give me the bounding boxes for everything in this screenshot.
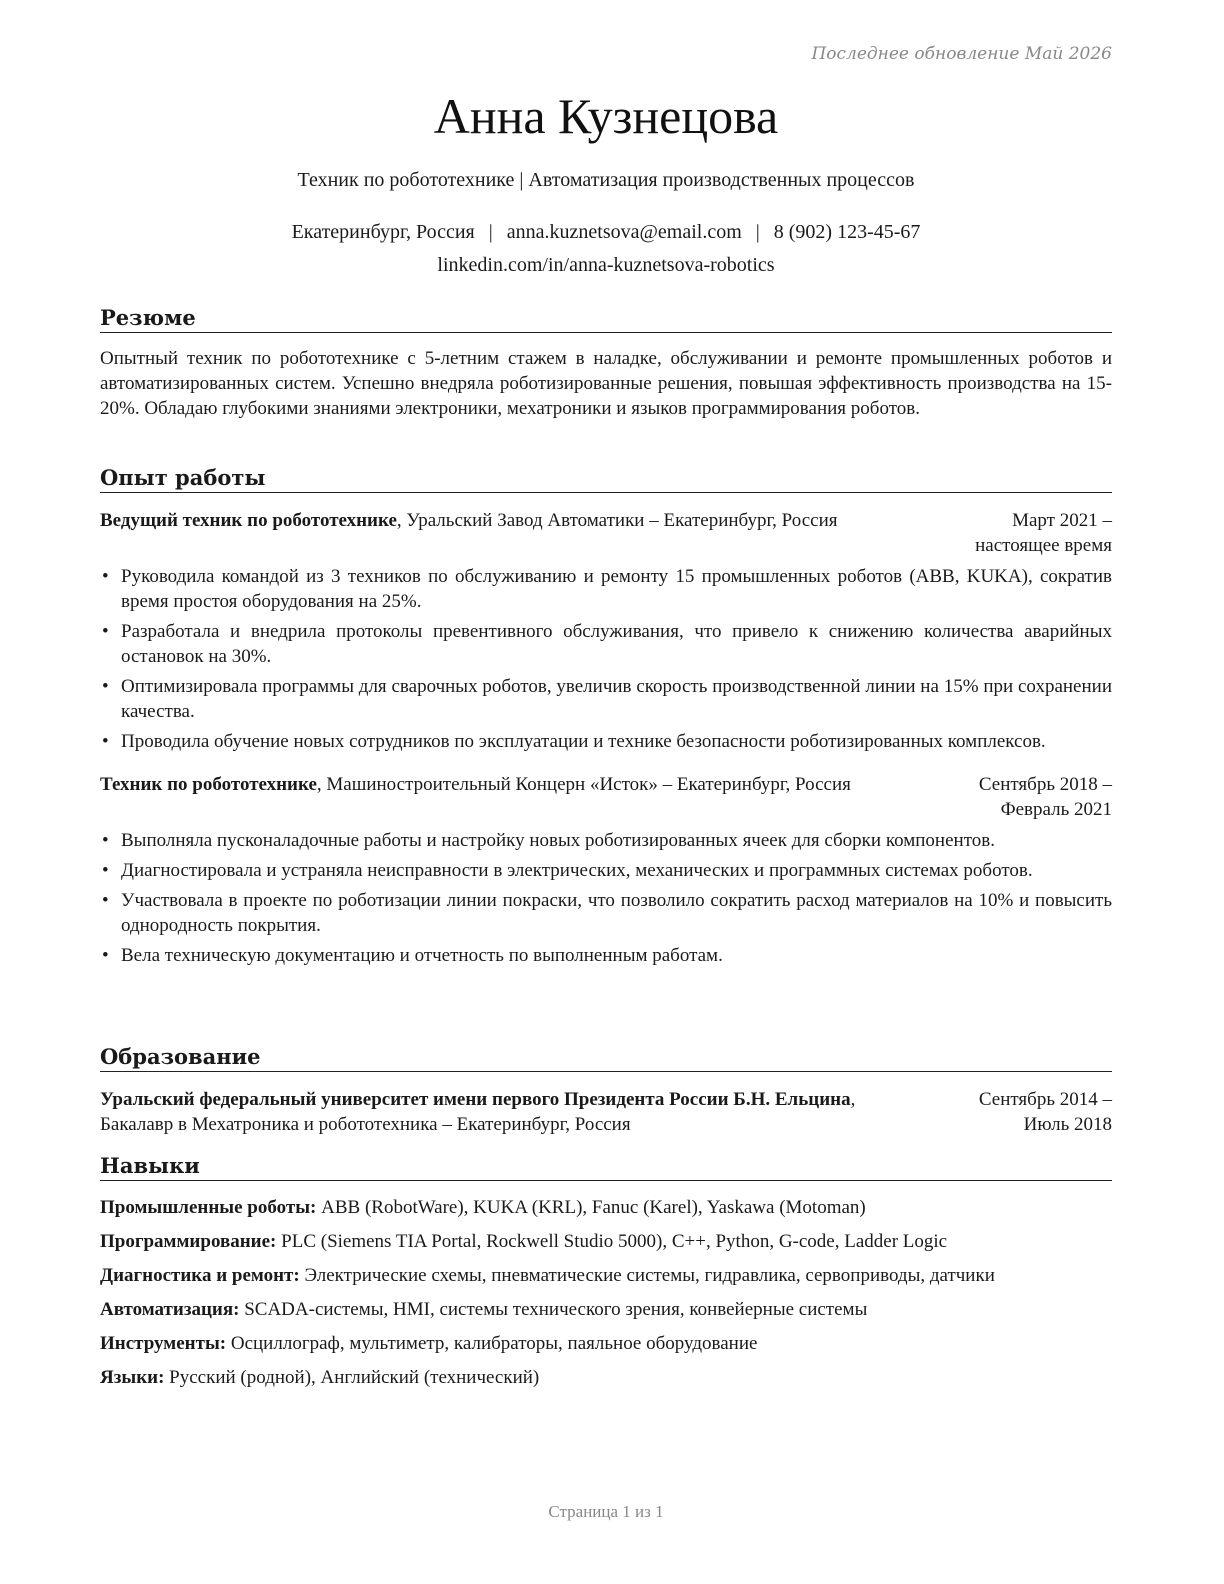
skill-value: ABB (RobotWare), KUKA (KRL), Fanuc (Karel), Yaskawa (Motoman) <box>316 1197 866 1218</box>
last-updated: Последнее обновление Май 2026 <box>811 44 1112 64</box>
job-title-line <box>100 508 900 533</box>
skill-row <box>100 1297 1112 1322</box>
bullet-item: • Выполняла пусконаладочные работы и настройку новых роботизированных ячеек для сборки компонентов. <box>100 828 1112 853</box>
skill-value: SCADA-системы, HMI, системы технического зрения, конвейерные системы <box>239 1299 868 1320</box>
skill-label: Языки: <box>100 1367 165 1388</box>
job-role: Техник по робототехнике <box>100 774 317 795</box>
bullet-item: • Проводила обучение новых сотрудников по эксплуатации и технике безопасности роботизированных комплексов. <box>100 729 1112 754</box>
skill-value: Осциллограф, мультиметр, калибраторы, паяльное оборудование <box>226 1333 758 1354</box>
email-link[interactable]: anna.kuznetsova@email.com <box>506 221 742 243</box>
bullet-item: • Вела техническую документацию и отчетность по выполненным работам. <box>100 943 1112 968</box>
page-number: Страница 1 из 1 <box>548 1502 664 1521</box>
bullet-item: • Руководила командой из 3 техников по обслуживанию и ремонту 15 промышленных роботов (ABB, KUKA), сократив время простоя оборудования на 25%. <box>100 564 1112 614</box>
job-company: , Машиностроительный Концерн «Исток» – Екатеринбург, Россия <box>316 774 851 795</box>
skill-row <box>100 1229 1112 1254</box>
skill-label: Автоматизация: <box>100 1299 240 1320</box>
linkedin-link[interactable]: linkedin.com/in/anna-kuznetsova-robotics <box>437 254 775 276</box>
job-role: Ведущий техник по робототехнике <box>100 510 397 531</box>
bullet-item: • Диагностировала и устраняла неисправности в электрических, механических и программных системах роботов. <box>100 858 1112 883</box>
summary-text: Опытный техник по робототехнике с 5-летним стажем в наладке, обслуживании и ремонте промышленных роботов и автоматизированных систем. Успешно внедряла роботизированные решения, повышая эффективность производства на 15-20%. Обладаю глубокими знаниями электроники, мехатроники и языков программирования роботов. <box>100 348 1112 419</box>
skill-value: PLC (Siemens TIA Portal, Rockwell Studio 5000), C++, Python, G-code, Ladder Logic <box>276 1231 948 1252</box>
skill-row <box>100 1263 1112 1288</box>
location: Екатеринбург, Россия <box>291 221 475 243</box>
experience-section <box>100 465 1112 973</box>
job-company: , Уральский Завод Автоматики – Екатеринбург, Россия <box>396 510 838 531</box>
education-dates: Сентябрь 2014 – Июль 2018 <box>978 1089 1112 1135</box>
bullet-item: • Оптимизировала программы для сварочных роботов, увеличив скорость производственной линии на 15% при сохранении качества. <box>100 674 1112 724</box>
skill-label: Промышленные роботы: <box>100 1197 317 1218</box>
job-header <box>100 772 1112 822</box>
skill-label: Диагностика и ремонт: <box>100 1265 300 1286</box>
skill-row <box>100 1195 1112 1220</box>
skill-value: Электрические схемы, пневматические системы, гидравлика, сервоприводы, датчики <box>299 1265 995 1286</box>
degree: , Бакалавр в Мехатроника и робототехника – Екатеринбург, Россия <box>100 1089 856 1135</box>
job-entry <box>100 772 1112 968</box>
skill-label: Программирование: <box>100 1231 277 1252</box>
education-line <box>100 1087 900 1137</box>
job-dates: Март 2021 – настоящее время <box>975 510 1112 556</box>
section-title: Образование <box>100 1044 1112 1072</box>
separator: | <box>488 221 493 243</box>
job-dates: Сентябрь 2018 – Февраль 2021 <box>978 774 1112 820</box>
education-entry <box>100 1087 1112 1137</box>
job-title-line <box>100 772 900 797</box>
candidate-name: Анна Кузнецова <box>433 88 779 144</box>
skill-label: Инструменты: <box>100 1333 227 1354</box>
job-bullets <box>100 828 1112 968</box>
education-section <box>100 1044 1112 1137</box>
contact-line <box>100 220 1112 244</box>
bullet-item: • Разработала и внедрила протоколы превентивного обслуживания, что привело к снижению количества аварийных остановок на 30%. <box>100 619 1112 669</box>
skills-list <box>100 1195 1112 1390</box>
summary-section <box>100 305 1112 421</box>
section-title: Резюме <box>100 305 1112 333</box>
headline: Техник по робототехнике | Автоматизация производственных процессов <box>297 169 915 191</box>
skill-row <box>100 1365 1112 1390</box>
bullet-item: • Участвовала в проекте по роботизации линии покраски, что позволило сократить расход материалов на 10% и повысить однородность покрытия. <box>100 888 1112 938</box>
school-name: Уральский федеральный университет имени первого Президента России Б.Н. Ельцина <box>100 1089 851 1110</box>
skill-row <box>100 1331 1112 1356</box>
job-header <box>100 508 1112 558</box>
phone: 8 (902) 123-45-67 <box>773 221 921 243</box>
skills-section <box>100 1153 1112 1399</box>
section-title: Навыки <box>100 1153 1112 1181</box>
separator: | <box>755 221 760 243</box>
skill-value: Русский (родной), Английский (технический) <box>164 1367 540 1388</box>
resume-page <box>100 0 1112 1584</box>
section-title: Опыт работы <box>100 465 1112 493</box>
job-entry <box>100 508 1112 754</box>
job-bullets <box>100 564 1112 754</box>
